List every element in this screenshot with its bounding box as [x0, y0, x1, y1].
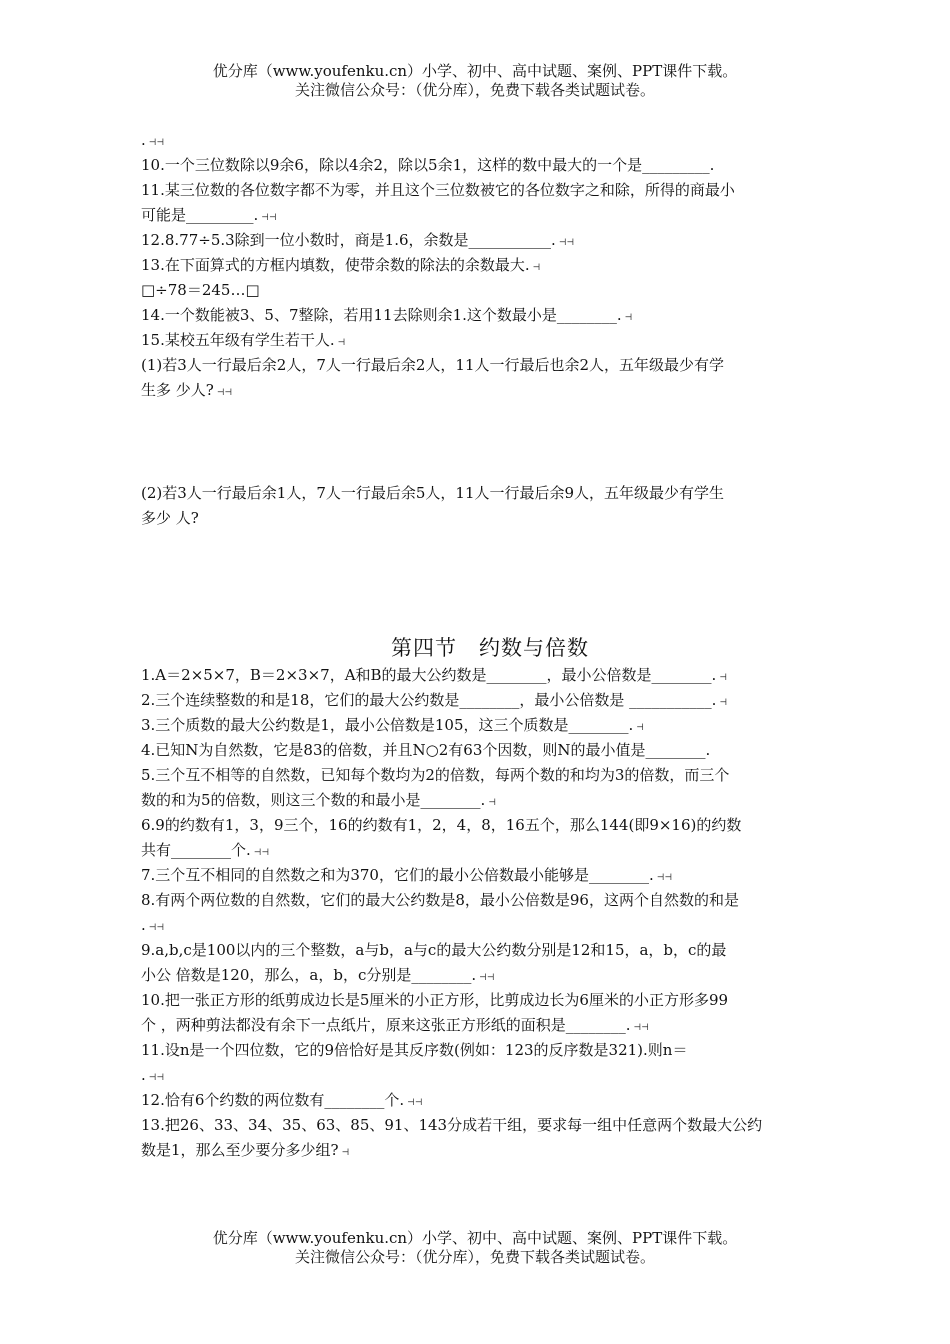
- line-text: 生多 少人?: [141, 381, 214, 399]
- paragraph-mark: ⊣: [719, 673, 728, 683]
- text-line: [141, 788, 813, 813]
- text-line: [141, 353, 813, 378]
- text-line: [141, 1013, 813, 1038]
- text-line: [141, 963, 813, 988]
- text-line: [141, 838, 813, 863]
- line-text: 12.8.77÷5.3除到一位小数时，商是1.6，余数是___________.: [141, 231, 556, 249]
- line-text: 12.恰有6个约数的两位数有________个.: [141, 1091, 405, 1109]
- page-header: [0, 62, 950, 100]
- line-text: 15.某校五年级有学生若干人.: [141, 331, 335, 349]
- text-line: [141, 178, 813, 203]
- line-text: 13.把26、33、34、35、63、85、91、143分成若干组，要求每一组中任意两个数最大公约: [141, 1116, 763, 1134]
- line-text: 10.把一张正方形的纸剪成边长是5厘米的小正方形，比剪成边长为6厘米的小正方形多99: [141, 991, 729, 1009]
- text-line: [141, 863, 813, 888]
- text-line: [141, 813, 813, 838]
- line-text: 9.a,b,c是100以内的三个整数，a与b，a与c的最大公约数分别是12和15，a，b，c的最: [141, 941, 727, 959]
- line-text: □÷78＝245…□: [141, 281, 260, 299]
- text-line: [141, 328, 813, 353]
- line-text: 1.A＝2×5×7，B＝2×3×7，A和B的最大公约数是________，最小公倍数是________.: [141, 666, 717, 684]
- paragraph-mark: ⊣: [636, 723, 645, 733]
- text-line: [141, 713, 813, 738]
- text-line: [141, 278, 813, 303]
- line-text: 7.三个互不相同的自然数之和为370，它们的最小公倍数最小能够是________.: [141, 866, 654, 884]
- line-text: 14.一个数能被3、5、7整除，若用11去除则余1.这个数最小是________.: [141, 306, 622, 324]
- line-text: 个 ，两种剪法都没有余下一点纸片，原来这张正方形纸的面积是________.: [141, 1016, 631, 1034]
- line-text: 小公 倍数是120，那么，a，b，c分别是________.: [141, 966, 477, 984]
- line-text: 11.设n是一个四位数，它的9倍恰好是其反序数(例如：123的反序数是321).则n＝: [141, 1041, 688, 1059]
- line-text: 11.某三位数的各位数字都不为零，并且这个三位数被它的各位数字之和除，所得的商最小: [141, 181, 735, 199]
- text-line: [141, 303, 813, 328]
- footer-line-1: 优分库（www.youfenku.cn）小学、初中、高中试题、案例、PPT课件下载。: [212, 1229, 738, 1247]
- footer-line-2: 关注微信公众号：（优分库），免费下载各类试题试卷。: [294, 1248, 655, 1266]
- line-text: 8.有两个两位数的自然数，它们的最大公约数是8，最小公倍数是96，这两个自然数的和是: [141, 891, 739, 909]
- line-text: .: [141, 916, 146, 934]
- line-text: 6.9的约数有1，3，9三个，16的约数有1，2，4，8，16五个，那么144(即9×16)的约数: [141, 816, 742, 834]
- line-text: 4.已知N为自然数，它是83的倍数，并且N○2有63个因数，则N的最小值是________.: [141, 741, 711, 759]
- text-line: [141, 228, 813, 253]
- line-text: 13.在下面算式的方框内填数，使带余数的除法的余数最大.: [141, 256, 530, 274]
- line-text: 共有________个.: [141, 841, 251, 859]
- paragraph-mark: ⊣: [488, 798, 497, 808]
- paragraph-mark: ⊣: [341, 1148, 350, 1158]
- paragraph-mark: ⊣⊣: [216, 388, 233, 398]
- paragraph-mark: ⊣⊣: [148, 1073, 165, 1083]
- text-line: [141, 938, 813, 963]
- line-text: 多少 人?: [141, 509, 199, 527]
- page-footer: [0, 1229, 950, 1267]
- section-title: 第四节 约数与倍数: [391, 636, 589, 660]
- text-line: [141, 1113, 813, 1138]
- paragraph-mark: ⊣⊣: [148, 923, 165, 933]
- text-line: [141, 1063, 813, 1088]
- text-line: [141, 1138, 813, 1163]
- paragraph-mark: ⊣: [337, 338, 346, 348]
- line-text: 3.三个质数的最大公约数是1，最小公倍数是105，这三个质数是________.: [141, 716, 634, 734]
- paragraph-mark: ⊣⊣: [656, 873, 673, 883]
- paragraph-mark: ⊣: [719, 698, 728, 708]
- text-line: [141, 663, 813, 688]
- line-text: (1)若3人一行最后余2人，7人一行最后余2人，11人一行最后也余2人，五年级最少有学: [141, 356, 725, 374]
- text-line: [141, 888, 813, 913]
- text-line: [141, 128, 813, 153]
- answer-space: [141, 403, 813, 481]
- paragraph-mark: ⊣⊣: [633, 1023, 650, 1033]
- line-text: 2.三个连续整数的和是18，它们的最大公约数是________，最小公倍数是 ___________.: [141, 691, 717, 709]
- paragraph-mark: ⊣⊣: [407, 1098, 423, 1108]
- line-text: 可能是_________.: [141, 206, 259, 224]
- text-line: [141, 203, 813, 228]
- text-line: [141, 153, 813, 178]
- line-text: .: [141, 1066, 146, 1084]
- text-line: [141, 253, 813, 278]
- exercise-block-2: [141, 481, 813, 531]
- text-line: [141, 988, 813, 1013]
- text-line: [141, 763, 813, 788]
- text-line: [141, 738, 813, 763]
- line-text: 10.一个三位数除以9余6，除以4余2，除以5余1，这样的数中最大的一个是_________.: [141, 156, 715, 174]
- header-line-1: 优分库（www.youfenku.cn）小学、初中、高中试题、案例、PPT课件下载。: [212, 62, 738, 80]
- paragraph-mark: ⊣⊣: [261, 213, 277, 223]
- line-text: 数是1，那么至少要分多少组?: [141, 1141, 339, 1159]
- header-line-2: 关注微信公众号：（优分库），免费下载各类试题试卷。: [294, 81, 655, 99]
- paragraph-mark: ⊣⊣: [558, 238, 575, 248]
- paragraph-mark: ⊣: [624, 313, 633, 323]
- paragraph-mark: ⊣⊣: [479, 973, 495, 983]
- paragraph-mark: ⊣⊣: [253, 848, 270, 858]
- text-line: [141, 688, 813, 713]
- section-questions: [141, 663, 813, 1163]
- answer-space: [141, 531, 813, 633]
- text-line: [141, 378, 813, 403]
- page-content: [141, 128, 813, 1163]
- line-text: 5.三个互不相等的自然数，已知每个数均为2的倍数，每两个数的和均为3的倍数，而三个: [141, 766, 730, 784]
- text-line: [141, 1088, 813, 1113]
- text-line: [141, 506, 813, 531]
- paragraph-mark: ⊣: [532, 263, 541, 273]
- line-text: (2)若3人一行最后余1人，7人一行最后余5人，11人一行最后余9人，五年级最少有学生: [141, 484, 725, 502]
- line-text: .: [141, 131, 146, 149]
- line-text: 数的和为5的倍数，则这三个数的和最小是________.: [141, 791, 486, 809]
- text-line: [141, 481, 813, 506]
- text-line: [141, 1038, 813, 1063]
- paragraph-mark: ⊣⊣: [148, 138, 165, 148]
- exercise-block-1: [141, 128, 813, 403]
- text-line: [141, 913, 813, 938]
